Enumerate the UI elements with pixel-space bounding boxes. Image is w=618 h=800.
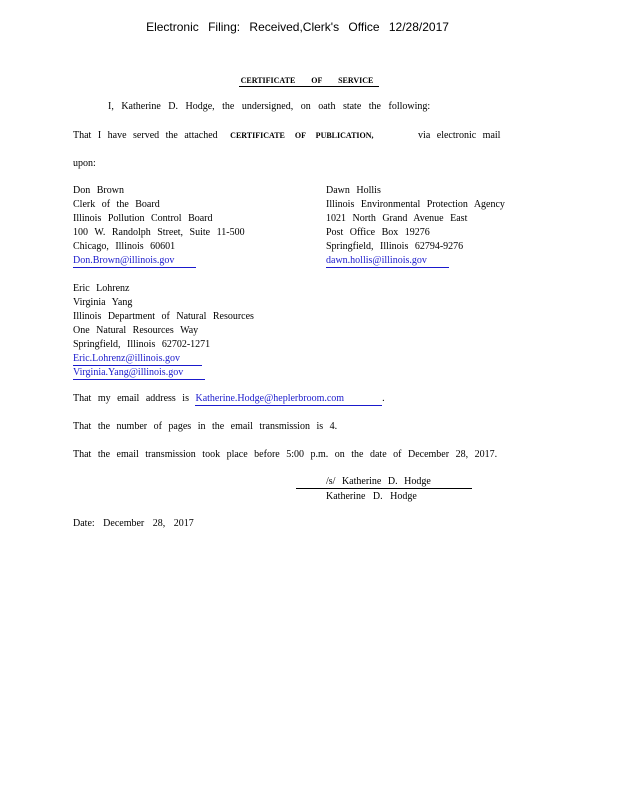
address-line: Illinois Environmental Protection Agency bbox=[326, 199, 505, 210]
address-line: Dawn Hollis bbox=[326, 185, 381, 196]
address-line: Springfield, Illinois 62794-9276 bbox=[326, 241, 464, 252]
address-line: 100 W. Randolph Street, Suite 11-500 bbox=[73, 227, 245, 238]
recipient-third bbox=[73, 282, 254, 380]
address-line: Virginia Yang bbox=[73, 297, 133, 308]
intro-paragraph: I, Katherine D. Hodge, the undersigned, on oath state the following: bbox=[108, 101, 431, 112]
email-link-don-brown[interactable]: Don.Brown@illinois.gov bbox=[73, 255, 196, 268]
signature: /s/ Katherine D. Hodge bbox=[326, 476, 431, 487]
address-line: One Natural Resources Way bbox=[73, 325, 199, 336]
served-suffix: via electronic mail bbox=[418, 130, 501, 141]
email-link-eric-lohrenz[interactable]: Eric.Lohrenz@illinois.gov bbox=[73, 353, 202, 366]
filing-header: Electronic Filing: Received,Clerk's Office 12/28/2017 bbox=[146, 20, 449, 34]
recipient-right bbox=[326, 184, 505, 268]
address-line: Illinois Department of Natural Resources bbox=[73, 311, 254, 322]
signer-name: Katherine D. Hodge bbox=[326, 491, 417, 502]
served-document: CERTIFICATE OF PUBLICATION, bbox=[230, 131, 374, 140]
address-line: 1021 North Grand Avenue East bbox=[326, 213, 468, 224]
document-title bbox=[0, 74, 618, 87]
served-prefix: That I have served the attached bbox=[73, 130, 218, 141]
pages-statement: That the number of pages in the email transmission is 4. bbox=[73, 421, 338, 432]
time-statement: That the email transmission took place before 5:00 p.m. on the date of December 28, 2017. bbox=[73, 449, 498, 460]
title-text: CERTIFICATE OF SERVICE bbox=[239, 76, 380, 87]
served-paragraph bbox=[73, 129, 500, 142]
recipient-left bbox=[73, 184, 245, 268]
email-link-dawn-hollis[interactable]: dawn.hollis@illinois.gov bbox=[326, 255, 449, 268]
address-line: Chicago, Illinois 60601 bbox=[73, 241, 176, 252]
email-link-virginia-yang[interactable]: Virginia.Yang@illinois.gov bbox=[73, 367, 205, 380]
address-line: Springfield, Illinois 62702-1271 bbox=[73, 339, 211, 350]
address-line: Eric Lohrenz bbox=[73, 283, 130, 294]
email-statement bbox=[73, 392, 385, 406]
email-link-katherine-hodge[interactable]: Katherine.Hodge@heplerbroom.com bbox=[195, 393, 382, 406]
upon-text: upon: bbox=[73, 158, 96, 169]
address-line: Clerk of the Board bbox=[73, 199, 160, 210]
address-line: Don Brown bbox=[73, 185, 124, 196]
address-line: Illinois Pollution Control Board bbox=[73, 213, 213, 224]
address-line: Post Office Box 19276 bbox=[326, 227, 430, 238]
signature-line bbox=[296, 476, 472, 489]
email-statement-suffix: . bbox=[382, 393, 385, 404]
email-statement-prefix: That my email address is bbox=[73, 393, 189, 404]
document-date: Date: December 28, 2017 bbox=[73, 518, 194, 529]
